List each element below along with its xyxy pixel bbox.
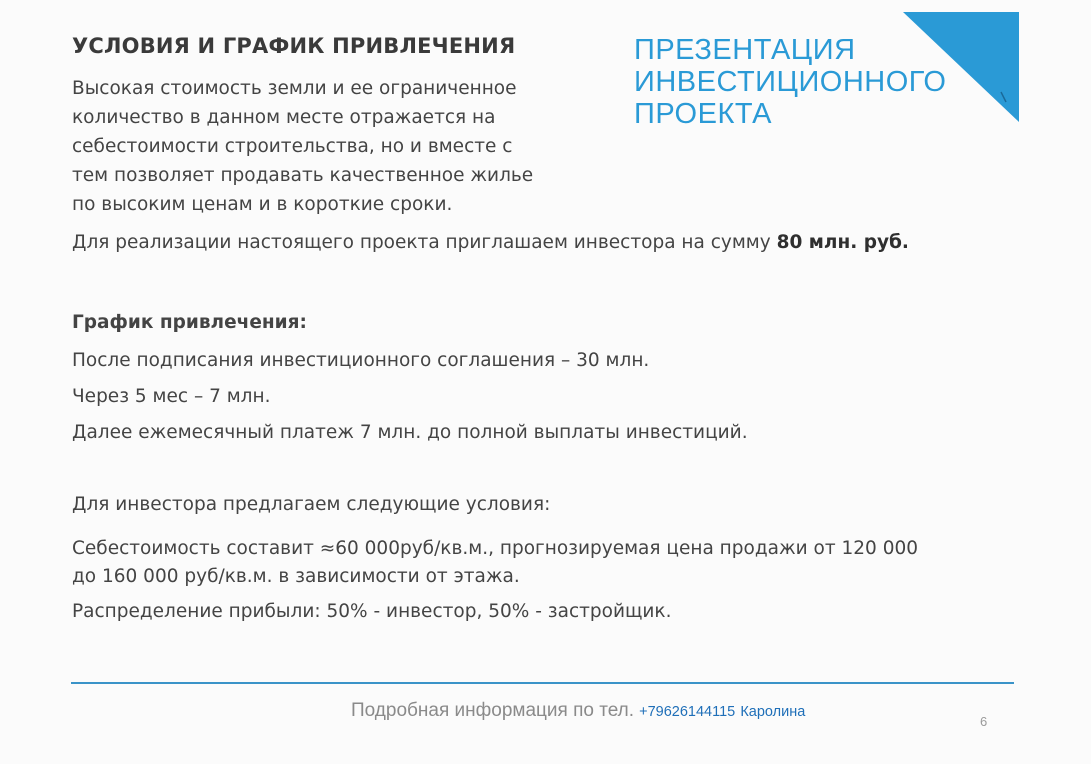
- investment-invitation: [72, 228, 909, 257]
- intro-line: себестоимости строительства, но и вместе с: [72, 136, 513, 157]
- footer-contact: [351, 700, 805, 722]
- brand-line: ИНВЕСТИЦИОННОГО: [634, 66, 947, 98]
- intro-paragraph: [72, 74, 592, 219]
- profit-distribution: Распределение прибыли: 50% - инвестор, 50% - застройщик.: [72, 601, 672, 622]
- schedule-list: [72, 345, 748, 453]
- invitation-text: Для реализации настоящего проекта приглашаем инвестора на сумму: [72, 232, 777, 253]
- footer-divider: [71, 682, 1014, 684]
- page-title: УСЛОВИЯ И ГРАФИК ПРИВЛЕЧЕНИЯ: [72, 34, 516, 58]
- brand-heading: [634, 34, 946, 130]
- contact-phone-link[interactable]: +79626144115: [639, 704, 736, 720]
- intro-line: Высокая стоимость земли и ее ограниченное: [72, 78, 517, 99]
- schedule-item: Далее ежемесячный платеж 7 млн. до полной выплаты инвестиций.: [72, 422, 748, 443]
- investment-amount: 80 млн. руб.: [776, 232, 909, 253]
- intro-line: по высоким ценам и в короткие сроки.: [72, 194, 453, 215]
- corner-triangle-icon: [903, 12, 1019, 122]
- schedule-item: Через 5 мес – 7 млн.: [72, 386, 271, 407]
- schedule-title: График привлечения:: [72, 312, 307, 333]
- page-number: 6: [980, 714, 988, 729]
- cost-line: до 160 000 руб/кв.м. в зависимости от этажа.: [72, 566, 520, 587]
- contact-label: Подробная информация по тел.: [351, 700, 635, 721]
- contact-name: Каролина: [740, 704, 806, 720]
- intro-line: количество в данном месте отражается на: [72, 107, 496, 128]
- cost-paragraph: [72, 535, 1032, 591]
- brand-line: ПРЕЗЕНТАЦИЯ: [634, 34, 856, 66]
- intro-line: тем позволяет продавать качественное жилье: [72, 165, 534, 186]
- brand-line: ПРОЕКТА: [634, 98, 772, 130]
- schedule-item: После подписания инвестиционного соглашения – 30 млн.: [72, 350, 650, 371]
- conditions-title: Для инвестора предлагаем следующие условия:: [72, 494, 551, 515]
- cost-line: Себестоимость составит ≈60 000руб/кв.м., прогнозируемая цена продажи от 120 000: [72, 538, 919, 559]
